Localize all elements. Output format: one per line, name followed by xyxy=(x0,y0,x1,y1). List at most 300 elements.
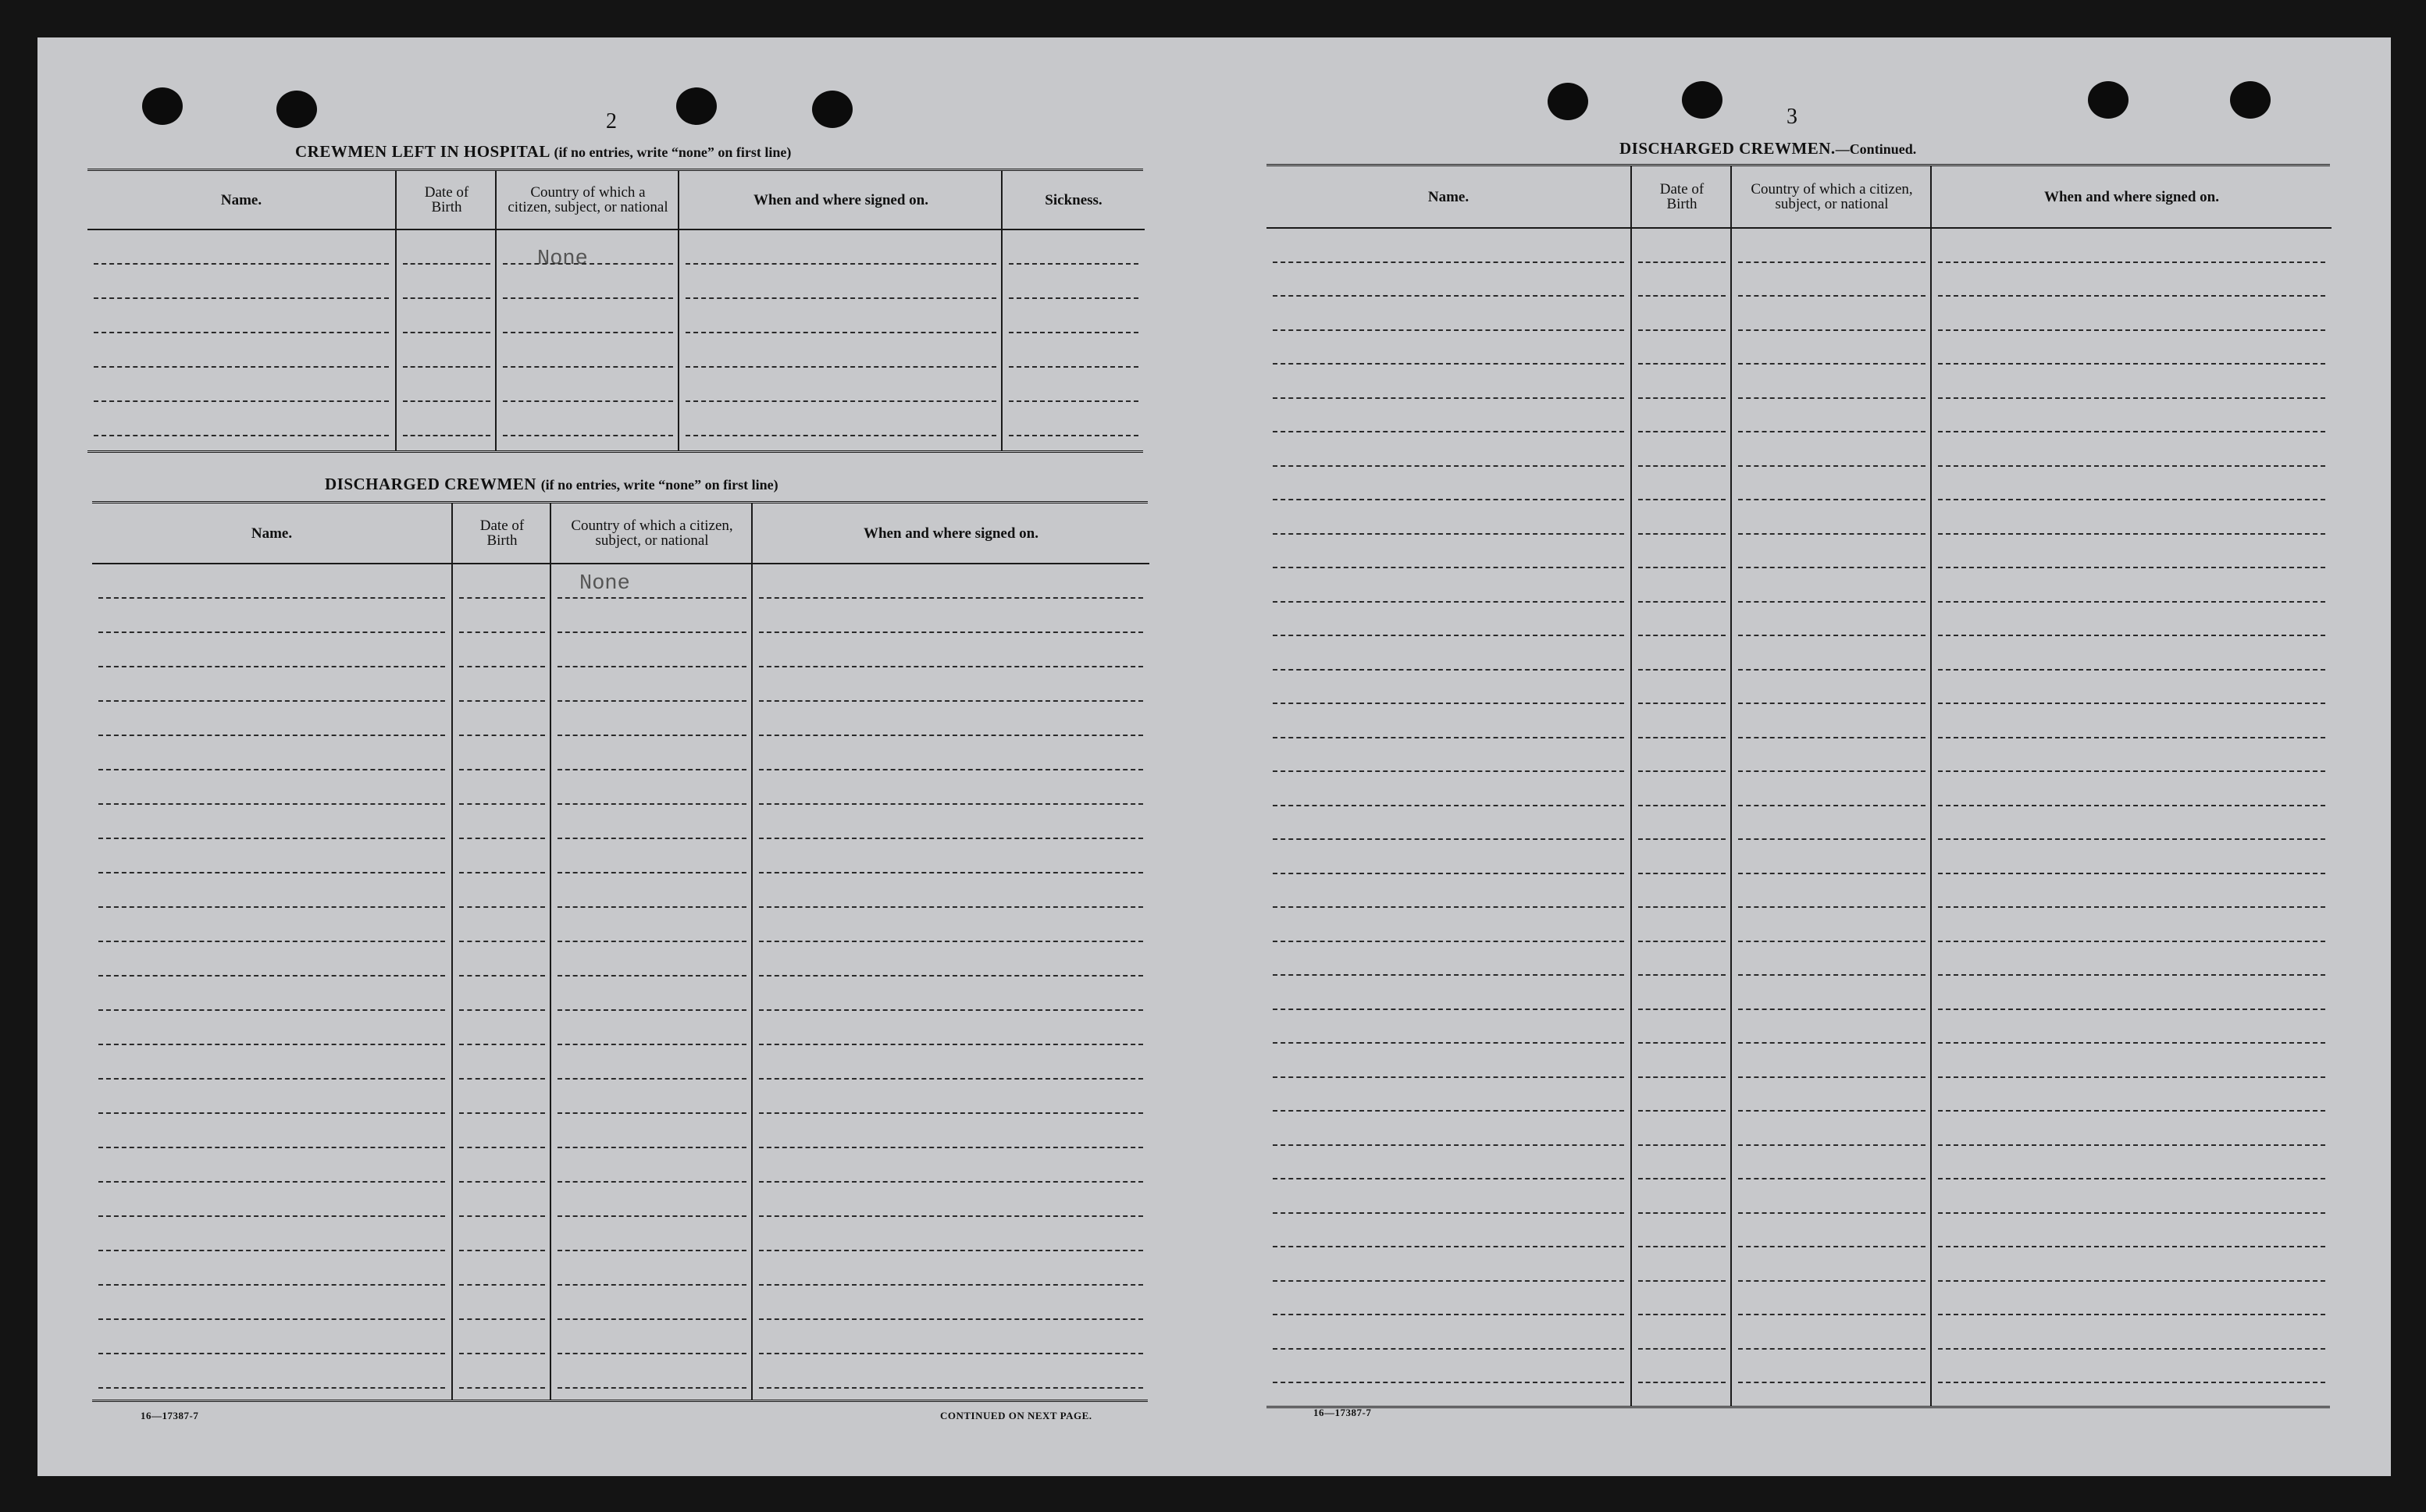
dotted-entry-line xyxy=(98,735,445,736)
dotted-entry-line xyxy=(1738,941,1925,942)
dotted-entry-line xyxy=(1009,297,1138,299)
dotted-entry-line xyxy=(558,838,746,839)
dotted-entry-line xyxy=(1938,1009,2325,1010)
dotted-entry-line xyxy=(503,297,673,299)
dotted-entry-line xyxy=(459,803,545,805)
dotted-entry-line xyxy=(98,941,445,942)
dotted-entry-line xyxy=(1738,1076,1925,1078)
dotted-entry-line xyxy=(1938,669,2325,671)
dotted-entry-line xyxy=(1638,838,1726,840)
dob-column xyxy=(451,503,551,1400)
dotted-entry-line xyxy=(1738,974,1925,976)
dotted-entry-line xyxy=(1273,533,1624,535)
dotted-entry-line xyxy=(1938,261,2325,263)
dotted-entry-line xyxy=(1273,1212,1624,1214)
dotted-entry-line xyxy=(98,1353,445,1354)
signed-on-column xyxy=(1930,166,2332,1406)
dotted-entry-line xyxy=(503,263,673,265)
dotted-entry-line xyxy=(1273,465,1624,467)
dotted-entry-line xyxy=(459,1353,545,1354)
dotted-entry-line xyxy=(1738,329,1925,331)
dotted-entry-line xyxy=(759,872,1143,873)
dotted-entry-line xyxy=(1009,400,1138,402)
dotted-entry-line xyxy=(98,1009,445,1011)
dotted-entry-line xyxy=(98,906,445,908)
dotted-entry-line xyxy=(759,1044,1143,1045)
dotted-entry-line xyxy=(1273,703,1624,704)
dotted-entry-line xyxy=(1273,1280,1624,1282)
dotted-entry-line xyxy=(94,332,389,333)
signed-on-column xyxy=(678,171,1003,450)
dotted-entry-line xyxy=(1938,397,2325,399)
dotted-entry-line xyxy=(98,1078,445,1080)
dotted-entry-line xyxy=(1638,329,1726,331)
dotted-entry-line xyxy=(1938,329,2325,331)
dotted-entry-line xyxy=(558,975,746,977)
dotted-entry-line xyxy=(1273,1314,1624,1315)
country-header: Country of which a citizen, subject, or national xyxy=(551,503,753,564)
punch-hole xyxy=(812,91,853,128)
dotted-entry-line xyxy=(1938,1076,2325,1078)
dotted-entry-line xyxy=(459,700,545,702)
dotted-entry-line xyxy=(1938,1382,2325,1383)
dotted-entry-line xyxy=(98,700,445,702)
name-header: Name. xyxy=(87,171,395,230)
dotted-entry-line xyxy=(1738,906,1925,908)
dotted-entry-line xyxy=(1738,1314,1925,1315)
dotted-entry-line xyxy=(459,872,545,873)
dotted-entry-line xyxy=(558,1044,746,1045)
dotted-entry-line xyxy=(1009,366,1138,368)
country-column xyxy=(495,171,679,450)
dotted-entry-line xyxy=(558,631,746,633)
dotted-entry-line xyxy=(558,1318,746,1320)
dotted-entry-line xyxy=(1638,770,1726,772)
dotted-entry-line xyxy=(1938,533,2325,535)
dotted-entry-line xyxy=(1738,1110,1925,1112)
dotted-entry-line xyxy=(1638,465,1726,467)
punch-hole xyxy=(142,87,183,125)
dotted-entry-line xyxy=(686,297,996,299)
dotted-entry-line xyxy=(1638,737,1726,738)
dotted-entry-line xyxy=(1638,1110,1726,1112)
dotted-entry-line xyxy=(759,1112,1143,1114)
dotted-entry-line xyxy=(503,332,673,333)
signed-on-header: When and where signed on. xyxy=(1932,166,2332,229)
dotted-entry-line xyxy=(1638,363,1726,365)
dotted-entry-line xyxy=(459,941,545,942)
dotted-entry-line xyxy=(98,1044,445,1045)
dotted-entry-line xyxy=(1273,805,1624,806)
dotted-entry-line xyxy=(1938,635,2325,636)
dotted-entry-line xyxy=(403,263,490,265)
punch-hole xyxy=(676,87,717,125)
dotted-entry-line xyxy=(459,597,545,599)
dotted-entry-line xyxy=(1938,1178,2325,1179)
dotted-entry-line xyxy=(1638,397,1726,399)
dotted-entry-line xyxy=(686,332,996,333)
page-number: 2 xyxy=(606,109,617,133)
dotted-entry-line xyxy=(1273,669,1624,671)
dotted-entry-line xyxy=(1738,873,1925,874)
dotted-entry-line xyxy=(759,838,1143,839)
dotted-entry-line xyxy=(98,838,445,839)
dotted-entry-line xyxy=(686,366,996,368)
dob-header: Date of Birth xyxy=(397,171,497,230)
dotted-entry-line xyxy=(1738,499,1925,500)
dotted-entry-line xyxy=(759,1078,1143,1080)
discharged-table xyxy=(92,501,1148,1402)
dotted-entry-line xyxy=(1638,635,1726,636)
dotted-entry-line xyxy=(686,263,996,265)
discharged-continued-title: DISCHARGED CREWMEN.—Continued. xyxy=(1619,139,1917,158)
punch-hole xyxy=(2088,81,2129,119)
dotted-entry-line xyxy=(98,975,445,977)
dotted-entry-line xyxy=(558,1078,746,1080)
dotted-entry-line xyxy=(1738,1246,1925,1247)
dotted-entry-line xyxy=(1273,295,1624,297)
dotted-entry-line xyxy=(558,872,746,873)
dotted-entry-line xyxy=(1738,1178,1925,1179)
continued-note: CONTINUED ON NEXT PAGE. xyxy=(940,1410,1092,1421)
dotted-entry-line xyxy=(558,1284,746,1286)
dotted-entry-line xyxy=(759,1147,1143,1148)
dotted-entry-line xyxy=(759,631,1143,633)
dotted-entry-line xyxy=(1738,1280,1925,1282)
dotted-entry-line xyxy=(1273,601,1624,603)
dotted-entry-line xyxy=(686,435,996,436)
dotted-entry-line xyxy=(1273,329,1624,331)
dob-header: Date of Birth xyxy=(453,503,551,564)
dotted-entry-line xyxy=(1938,601,2325,603)
dotted-entry-line xyxy=(1938,770,2325,772)
form-number: 16—17387-7 xyxy=(1313,1407,1372,1418)
dotted-entry-line xyxy=(1938,1348,2325,1350)
dotted-entry-line xyxy=(459,1078,545,1080)
dotted-entry-line xyxy=(1273,873,1624,874)
dotted-entry-line xyxy=(459,1250,545,1251)
punch-hole xyxy=(276,91,317,128)
dotted-entry-line xyxy=(94,366,389,368)
dotted-entry-line xyxy=(1638,567,1726,568)
dotted-entry-line xyxy=(1938,295,2325,297)
sickness-column xyxy=(1001,171,1145,450)
dotted-entry-line xyxy=(759,1009,1143,1011)
dotted-entry-line xyxy=(1938,805,2325,806)
dotted-entry-line xyxy=(1638,1314,1726,1315)
dotted-entry-line xyxy=(94,435,389,436)
dotted-entry-line xyxy=(98,1387,445,1389)
name-header: Name. xyxy=(92,503,451,564)
dotted-entry-line xyxy=(1938,499,2325,500)
country-column xyxy=(550,503,753,1400)
dob-column xyxy=(1630,166,1732,1406)
dotted-entry-line xyxy=(1938,737,2325,738)
dotted-entry-line xyxy=(1273,431,1624,432)
dotted-entry-line xyxy=(503,435,673,436)
dotted-entry-line xyxy=(1273,941,1624,942)
dotted-entry-line xyxy=(459,769,545,770)
dotted-entry-line xyxy=(98,1181,445,1183)
dotted-entry-line xyxy=(686,400,996,402)
dotted-entry-line xyxy=(459,1318,545,1320)
dotted-entry-line xyxy=(1738,397,1925,399)
dotted-entry-line xyxy=(558,1009,746,1011)
dotted-entry-line xyxy=(558,1353,746,1354)
dotted-entry-line xyxy=(94,263,389,265)
dotted-entry-line xyxy=(459,1181,545,1183)
dotted-entry-line xyxy=(1738,431,1925,432)
dotted-entry-line xyxy=(759,975,1143,977)
country-column xyxy=(1730,166,1932,1406)
dotted-entry-line xyxy=(1738,770,1925,772)
dotted-entry-line xyxy=(98,872,445,873)
dotted-entry-line xyxy=(1738,805,1925,806)
dotted-entry-line xyxy=(1638,1212,1726,1214)
dotted-entry-line xyxy=(759,906,1143,908)
dotted-entry-line xyxy=(1638,601,1726,603)
name-column xyxy=(87,171,395,450)
dotted-entry-line xyxy=(459,1284,545,1286)
dotted-entry-line xyxy=(1738,363,1925,365)
dotted-entry-line xyxy=(1938,567,2325,568)
dotted-entry-line xyxy=(1938,838,2325,840)
dotted-entry-line xyxy=(459,906,545,908)
dotted-entry-line xyxy=(558,769,746,770)
dotted-entry-line xyxy=(1273,567,1624,568)
dotted-entry-line xyxy=(1738,1042,1925,1044)
dotted-entry-line xyxy=(1638,974,1726,976)
discharged-section-title: DISCHARGED CREWMEN (if no entries, write “none” on first line) xyxy=(325,475,778,493)
dob-header: Date of Birth xyxy=(1632,166,1732,229)
hospital-table xyxy=(87,169,1143,453)
dotted-entry-line xyxy=(1738,601,1925,603)
page-number: 3 xyxy=(1787,105,1797,129)
dotted-entry-line xyxy=(1638,1348,1726,1350)
form-number: 16—17387-7 xyxy=(141,1410,199,1421)
dotted-entry-line xyxy=(1738,1144,1925,1146)
dotted-entry-line xyxy=(1938,1212,2325,1214)
dotted-entry-line xyxy=(1273,1246,1624,1247)
dotted-entry-line xyxy=(1738,533,1925,535)
dotted-entry-line xyxy=(1738,703,1925,704)
dotted-entry-line xyxy=(98,1112,445,1114)
dotted-entry-line xyxy=(1938,703,2325,704)
dotted-entry-line xyxy=(1638,703,1726,704)
dotted-entry-line xyxy=(1273,770,1624,772)
dotted-entry-line xyxy=(1938,1280,2325,1282)
hospital-entry: None xyxy=(537,247,588,271)
dotted-entry-line xyxy=(1738,1212,1925,1214)
dotted-entry-line xyxy=(1938,873,2325,874)
dotted-entry-line xyxy=(1938,431,2325,432)
dotted-entry-line xyxy=(1273,1348,1624,1350)
dotted-entry-line xyxy=(1273,1382,1624,1383)
signed-on-column xyxy=(751,503,1149,1400)
dotted-entry-line xyxy=(1938,1314,2325,1315)
dotted-entry-line xyxy=(759,803,1143,805)
dotted-entry-line xyxy=(98,1250,445,1251)
dotted-entry-line xyxy=(1009,435,1138,436)
dotted-entry-line xyxy=(759,1387,1143,1389)
dotted-entry-line xyxy=(558,735,746,736)
dotted-entry-line xyxy=(759,735,1143,736)
dotted-entry-line xyxy=(759,597,1143,599)
dotted-entry-line xyxy=(1738,465,1925,467)
dotted-entry-line xyxy=(1009,263,1138,265)
dotted-entry-line xyxy=(1273,974,1624,976)
country-header: Country of which a citizen, subject, or national xyxy=(497,171,679,230)
dotted-entry-line xyxy=(403,297,490,299)
dotted-entry-line xyxy=(1009,332,1138,333)
dotted-entry-line xyxy=(403,332,490,333)
dotted-entry-line xyxy=(1638,1246,1726,1247)
dotted-entry-line xyxy=(759,1284,1143,1286)
dotted-entry-line xyxy=(1638,533,1726,535)
dotted-entry-line xyxy=(1273,737,1624,738)
dotted-entry-line xyxy=(759,1181,1143,1183)
dotted-entry-line xyxy=(759,666,1143,667)
dotted-entry-line xyxy=(1273,635,1624,636)
dotted-entry-line xyxy=(1738,838,1925,840)
dotted-entry-line xyxy=(1273,1178,1624,1179)
dotted-entry-line xyxy=(759,1215,1143,1217)
dotted-entry-line xyxy=(1938,1144,2325,1146)
dotted-entry-line xyxy=(1938,941,2325,942)
dotted-entry-line xyxy=(558,666,746,667)
dotted-entry-line xyxy=(1638,669,1726,671)
dotted-entry-line xyxy=(1638,906,1726,908)
dotted-entry-line xyxy=(1938,906,2325,908)
dotted-entry-line xyxy=(98,1284,445,1286)
dotted-entry-line xyxy=(1638,499,1726,500)
dotted-entry-line xyxy=(1273,1110,1624,1112)
dotted-entry-line xyxy=(1938,1246,2325,1247)
dotted-entry-line xyxy=(1638,1382,1726,1383)
dotted-entry-line xyxy=(459,1044,545,1045)
dotted-entry-line xyxy=(98,666,445,667)
dotted-entry-line xyxy=(1638,1076,1726,1078)
sickness-header: Sickness. xyxy=(1003,171,1145,230)
punch-hole xyxy=(1682,81,1722,119)
dotted-entry-line xyxy=(98,803,445,805)
dotted-entry-line xyxy=(98,1215,445,1217)
dotted-entry-line xyxy=(1938,1110,2325,1112)
dotted-entry-line xyxy=(459,1215,545,1217)
name-column xyxy=(1266,166,1630,1406)
dotted-entry-line xyxy=(98,1318,445,1320)
document-sheet xyxy=(37,37,2391,1476)
name-header: Name. xyxy=(1266,166,1630,229)
dotted-entry-line xyxy=(403,366,490,368)
dotted-entry-line xyxy=(1738,635,1925,636)
dob-column xyxy=(395,171,497,450)
dotted-entry-line xyxy=(1738,669,1925,671)
dotted-entry-line xyxy=(459,1009,545,1011)
dotted-entry-line xyxy=(558,1181,746,1183)
dotted-entry-line xyxy=(459,666,545,667)
dotted-entry-line xyxy=(558,700,746,702)
dotted-entry-line xyxy=(503,400,673,402)
dotted-entry-line xyxy=(94,400,389,402)
dotted-entry-line xyxy=(558,1250,746,1251)
dotted-entry-line xyxy=(1273,1042,1624,1044)
discharged-continued-table xyxy=(1266,164,2330,1408)
dotted-entry-line xyxy=(1638,295,1726,297)
dotted-entry-line xyxy=(1638,805,1726,806)
dotted-entry-line xyxy=(759,1353,1143,1354)
dotted-entry-line xyxy=(1273,1009,1624,1010)
dotted-entry-line xyxy=(558,803,746,805)
dotted-entry-line xyxy=(1738,295,1925,297)
dotted-entry-line xyxy=(558,1387,746,1389)
dotted-entry-line xyxy=(1738,1382,1925,1383)
dotted-entry-line xyxy=(759,700,1143,702)
dotted-entry-line xyxy=(759,1318,1143,1320)
dotted-entry-line xyxy=(98,597,445,599)
dotted-entry-line xyxy=(1273,363,1624,365)
country-header: Country of which a citizen, subject, or national xyxy=(1732,166,1932,229)
dotted-entry-line xyxy=(98,769,445,770)
dotted-entry-line xyxy=(503,366,673,368)
dotted-entry-line xyxy=(1638,873,1726,874)
dotted-entry-line xyxy=(1638,1280,1726,1282)
dotted-entry-line xyxy=(1738,1009,1925,1010)
punch-hole xyxy=(1548,83,1588,120)
dotted-entry-line xyxy=(558,906,746,908)
discharged-entry: None xyxy=(579,572,630,596)
name-column xyxy=(92,503,451,1400)
dotted-entry-line xyxy=(759,941,1143,942)
dotted-entry-line xyxy=(759,1250,1143,1251)
dotted-entry-line xyxy=(558,597,746,599)
dotted-entry-line xyxy=(558,1215,746,1217)
dotted-entry-line xyxy=(98,631,445,633)
dotted-entry-line xyxy=(459,975,545,977)
dotted-entry-line xyxy=(1738,567,1925,568)
dotted-entry-line xyxy=(1273,261,1624,263)
dotted-entry-line xyxy=(403,435,490,436)
dotted-entry-line xyxy=(459,1112,545,1114)
dotted-entry-line xyxy=(1738,261,1925,263)
dotted-entry-line xyxy=(1273,838,1624,840)
dotted-entry-line xyxy=(459,1147,545,1148)
dotted-entry-line xyxy=(459,735,545,736)
hospital-section-title: CREWMEN LEFT IN HOSPITAL (if no entries, write “none” on first line) xyxy=(295,142,792,161)
dotted-entry-line xyxy=(1273,1144,1624,1146)
dotted-entry-line xyxy=(1273,906,1624,908)
dotted-entry-line xyxy=(94,297,389,299)
dotted-entry-line xyxy=(1638,1178,1726,1179)
dotted-entry-line xyxy=(1273,397,1624,399)
signed-on-header: When and where signed on. xyxy=(679,171,1003,230)
dotted-entry-line xyxy=(459,838,545,839)
punch-hole xyxy=(2230,81,2271,119)
dotted-entry-line xyxy=(558,1147,746,1148)
dotted-entry-line xyxy=(1738,1348,1925,1350)
dotted-entry-line xyxy=(1638,941,1726,942)
dotted-entry-line xyxy=(759,769,1143,770)
dotted-entry-line xyxy=(459,1387,545,1389)
dotted-entry-line xyxy=(1938,1042,2325,1044)
signed-on-header: When and where signed on. xyxy=(753,503,1149,564)
dotted-entry-line xyxy=(1738,737,1925,738)
dotted-entry-line xyxy=(403,400,490,402)
dotted-entry-line xyxy=(1273,499,1624,500)
dotted-entry-line xyxy=(1638,1042,1726,1044)
dotted-entry-line xyxy=(1938,363,2325,365)
dotted-entry-line xyxy=(558,1112,746,1114)
